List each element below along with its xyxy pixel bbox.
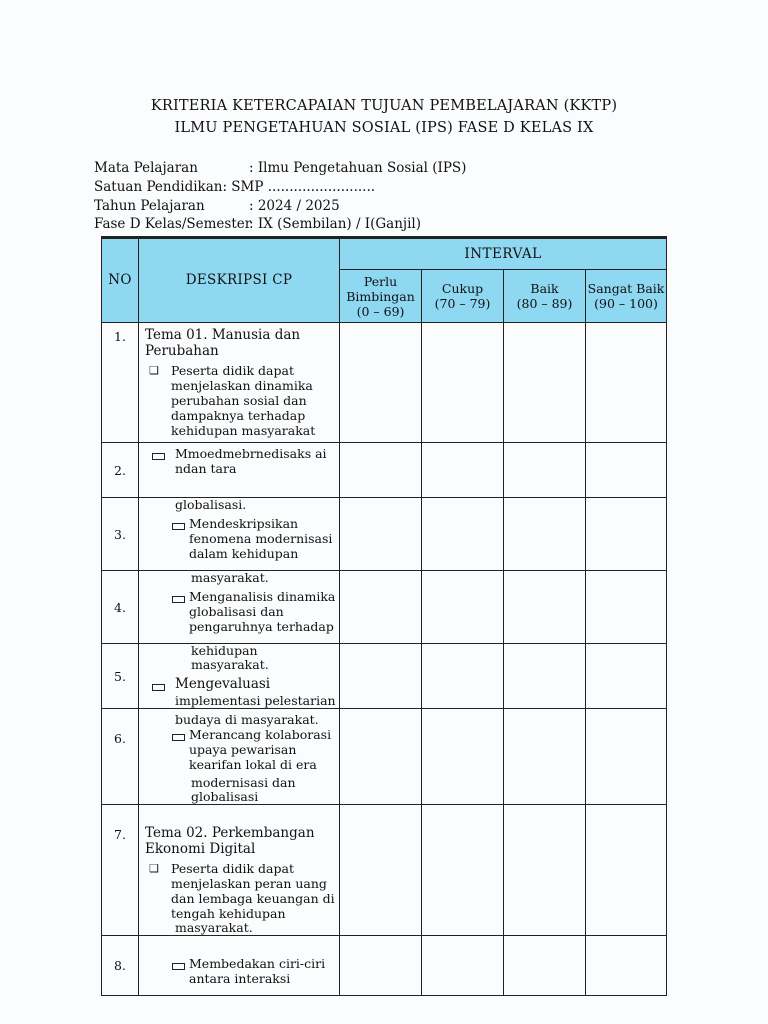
row-description bbox=[139, 571, 340, 644]
theme-title: Tema 01. Manusia dan Perubahan bbox=[145, 327, 301, 359]
level-range: (90 – 100) bbox=[594, 296, 658, 311]
score-cell[interactable] bbox=[422, 709, 504, 805]
row-number: 5. bbox=[102, 644, 139, 709]
cp-text-tail: masyarakat. bbox=[175, 920, 253, 935]
meta-phase-value: : IX (Sembilan) / I(Ganjil) bbox=[249, 216, 422, 232]
score-cell[interactable] bbox=[586, 571, 667, 644]
score-cell[interactable] bbox=[586, 498, 667, 571]
checkbox-icon bbox=[149, 677, 175, 692]
table-row bbox=[102, 709, 667, 805]
cp-text-tail: implementasi pelestarian bbox=[175, 693, 336, 708]
table-row bbox=[102, 443, 667, 498]
cp-carry-text: masyarakat. bbox=[191, 570, 269, 585]
score-cell[interactable] bbox=[504, 498, 586, 571]
checkbox-icon: ❑ bbox=[149, 364, 159, 377]
row-number: 6. bbox=[102, 709, 139, 805]
col-header-interval: INTERVAL bbox=[340, 238, 667, 270]
score-cell[interactable] bbox=[340, 805, 422, 936]
doc-title: KRITERIA KETERCAPAIAN TUJUAN PEMBELAJARAN (KKTP) bbox=[150, 98, 618, 114]
score-cell[interactable] bbox=[586, 644, 667, 709]
table-header-row bbox=[102, 238, 667, 270]
score-cell[interactable] bbox=[340, 936, 422, 996]
meta-year-label: Tahun Pelajaran bbox=[94, 198, 205, 214]
meta-subject-value: : Ilmu Pengetahuan Sosial (IPS) bbox=[249, 160, 467, 176]
meta-year-value: : 2024 / 2025 bbox=[249, 198, 340, 214]
score-cell[interactable] bbox=[586, 443, 667, 498]
checkbox-icon bbox=[169, 727, 189, 772]
col-header-desc: DESKRIPSI CP bbox=[139, 238, 340, 323]
cp-carry-text: kehidupan masyarakat. bbox=[191, 643, 269, 672]
doc-subtitle: ILMU PENGETAHUAN SOSIAL (IPS) FASE D KELAS IX bbox=[174, 120, 594, 136]
meta-subject-label: Mata Pelajaran bbox=[94, 160, 198, 176]
level-range: (80 – 89) bbox=[516, 296, 573, 311]
score-cell[interactable] bbox=[504, 805, 586, 936]
score-cell[interactable] bbox=[504, 709, 586, 805]
cp-item bbox=[139, 956, 339, 986]
score-cell[interactable] bbox=[340, 323, 422, 443]
score-cell[interactable] bbox=[340, 498, 422, 571]
row-description bbox=[139, 805, 340, 936]
checkbox-icon: ❑ bbox=[149, 862, 159, 875]
score-cell[interactable] bbox=[586, 936, 667, 996]
checkbox-icon bbox=[169, 956, 189, 986]
score-cell[interactable] bbox=[504, 644, 586, 709]
cp-text: Mengevaluasi bbox=[175, 676, 271, 692]
kktp-table-wrap bbox=[101, 236, 666, 986]
cp-carry-text: globalisasi. bbox=[175, 497, 247, 512]
checkbox-icon bbox=[169, 589, 189, 634]
table-row bbox=[102, 805, 667, 936]
cp-item bbox=[139, 363, 339, 438]
score-cell[interactable] bbox=[422, 443, 504, 498]
table-row bbox=[102, 323, 667, 443]
table-row bbox=[102, 498, 667, 571]
level-header bbox=[586, 270, 667, 323]
score-cell[interactable] bbox=[504, 936, 586, 996]
row-number: 8. bbox=[102, 936, 139, 996]
score-cell[interactable] bbox=[504, 443, 586, 498]
level-range: (70 – 79) bbox=[434, 296, 491, 311]
col-header-no: NO bbox=[102, 238, 139, 323]
score-cell[interactable] bbox=[586, 323, 667, 443]
table-row bbox=[102, 936, 667, 996]
cp-text: Membedakan ciri-ciri antara interaksi bbox=[189, 956, 326, 986]
row-number: 1. bbox=[102, 323, 139, 443]
cp-item bbox=[139, 516, 339, 561]
score-cell[interactable] bbox=[586, 805, 667, 936]
theme-title: Tema 02. Perkembangan Ekonomi Digital bbox=[145, 825, 315, 857]
meta-school-label: Satuan Pendidikan: SMP ......................... bbox=[94, 179, 376, 195]
cp-item bbox=[139, 677, 339, 692]
kktp-table bbox=[101, 236, 667, 996]
cp-item bbox=[139, 727, 339, 772]
row-description bbox=[139, 323, 340, 443]
cp-text: Mmoedmebrnedisaks ai ndan tara bbox=[175, 446, 327, 476]
table-row bbox=[102, 571, 667, 644]
level-header bbox=[422, 270, 504, 323]
score-cell[interactable] bbox=[340, 571, 422, 644]
cp-item bbox=[139, 861, 339, 921]
cp-text: Peserta didik dapat menjelaskan dinamika perubahan sosial dan dampaknya terhadap kehidupan masyarakat bbox=[171, 363, 316, 438]
row-number: 3. bbox=[102, 498, 139, 571]
score-cell[interactable] bbox=[340, 443, 422, 498]
row-number: 4. bbox=[102, 571, 139, 644]
meta-phase-label: Fase D Kelas/Semester bbox=[94, 216, 252, 232]
cp-text: Peserta didik dapat menjelaskan peran uang dan lembaga keuangan di tengah kehidupan bbox=[171, 861, 335, 921]
row-description bbox=[139, 644, 340, 709]
score-cell[interactable] bbox=[422, 571, 504, 644]
level-header bbox=[504, 270, 586, 323]
score-cell[interactable] bbox=[422, 936, 504, 996]
score-cell[interactable] bbox=[586, 709, 667, 805]
checkbox-icon bbox=[169, 516, 189, 561]
score-cell[interactable] bbox=[504, 571, 586, 644]
row-description bbox=[139, 498, 340, 571]
level-header bbox=[340, 270, 422, 323]
row-description bbox=[139, 443, 340, 498]
cp-text-tail: modernisasi dan globalisasi bbox=[191, 775, 296, 804]
score-cell[interactable] bbox=[504, 323, 586, 443]
cp-item bbox=[139, 589, 339, 634]
score-cell[interactable] bbox=[422, 498, 504, 571]
cp-text: Merancang kolaborasi upaya pewarisan kearifan lokal di era bbox=[189, 727, 332, 772]
level-name: Sangat Baik bbox=[587, 281, 665, 296]
score-cell[interactable] bbox=[422, 805, 504, 936]
level-name: Cukup bbox=[441, 281, 484, 296]
row-number: 7. bbox=[102, 805, 139, 936]
level-name: Perlu Bimbingan bbox=[346, 273, 415, 304]
row-description bbox=[139, 936, 340, 996]
cp-text: Menganalisis dinamika globalisasi dan pengaruhnya terhadap bbox=[189, 589, 336, 634]
table-row bbox=[102, 644, 667, 709]
cp-text: Mendeskripsikan fenomena modernisasi dalam kehidupan bbox=[189, 516, 333, 561]
cp-carry-text: budaya di masyarakat. bbox=[175, 712, 319, 727]
score-cell[interactable] bbox=[340, 709, 422, 805]
score-cell[interactable] bbox=[422, 323, 504, 443]
level-name: Baik bbox=[530, 281, 559, 296]
row-number: 2. bbox=[102, 443, 139, 498]
score-cell[interactable] bbox=[422, 644, 504, 709]
level-range: (0 – 69) bbox=[356, 303, 405, 319]
row-description bbox=[139, 709, 340, 805]
score-cell[interactable] bbox=[340, 644, 422, 709]
